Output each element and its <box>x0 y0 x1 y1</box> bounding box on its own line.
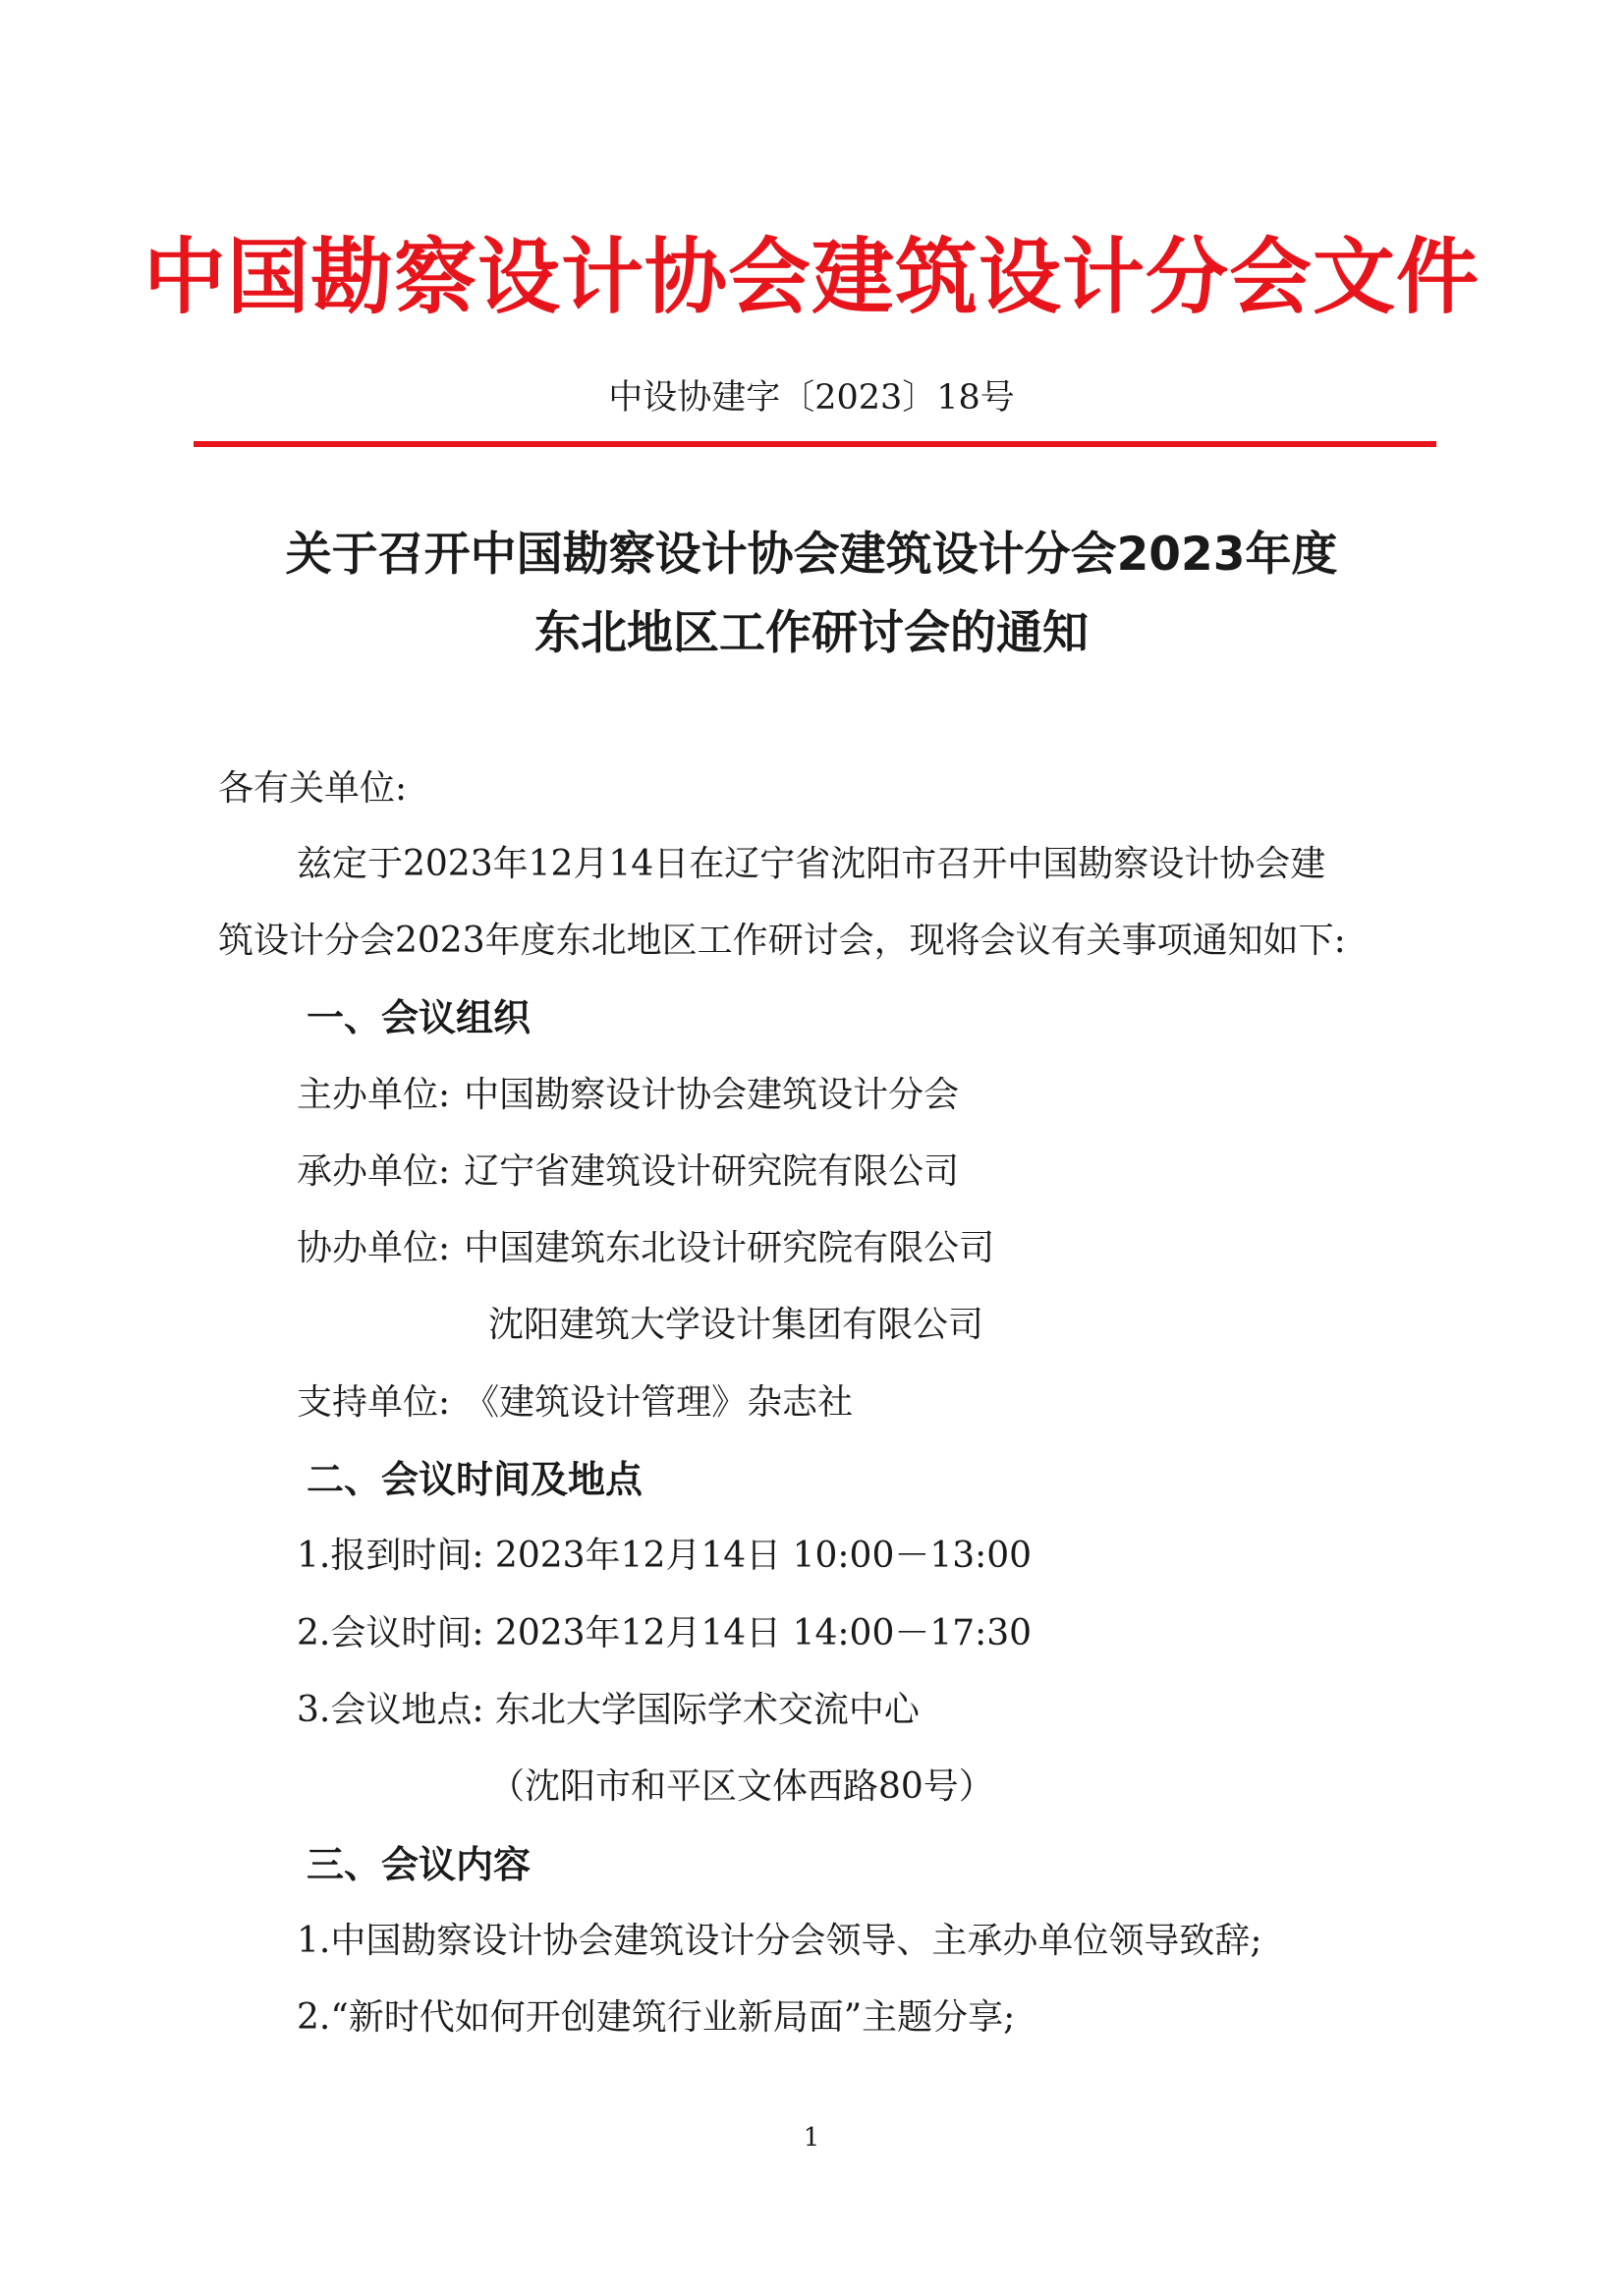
org-row-co-organizer-2 <box>488 1298 983 1353</box>
section-heading-organization: 一、会议组织 <box>307 996 532 1039</box>
intro-line-1: 兹定于2023年12月14日在辽宁省沈阳市召开中国勘察设计协会建 <box>297 844 1326 884</box>
org-row-co-organizer <box>297 1221 994 1276</box>
letterhead-title: 中国勘察设计协会建筑设计分会文件 <box>142 229 1480 325</box>
content-item-1: 1.中国勘察设计协会建筑设计分会领导、主承办单位领导致辞; <box>297 1921 1262 1961</box>
section-heading-time-place: 二、会议时间及地点 <box>307 1458 644 1501</box>
org-value: 中国建筑东北设计研究院有限公司 <box>464 1228 995 1268</box>
org-label: 承办单位: <box>297 1151 451 1192</box>
org-label: 协办单位: <box>297 1228 451 1268</box>
org-row-supporter <box>297 1375 853 1430</box>
document-number: 中设协建字〔2023〕18号 <box>608 378 1015 418</box>
notice-title-line-1: 关于召开中国勘察设计协会建筑设计分会2023年度 <box>285 528 1338 582</box>
page-number: 1 <box>803 2123 820 2153</box>
intro-line-2: 筑设计分会2023年度东北地区工作研讨会，现将会议有关事项通知如下: <box>218 921 1346 961</box>
salutation: 各有关单位: <box>218 768 408 809</box>
org-row-organizer <box>297 1145 959 1200</box>
meeting-venue: 3.会议地点: 东北大学国际学术交流中心 <box>297 1690 920 1730</box>
section-heading-content: 三、会议内容 <box>307 1843 532 1886</box>
org-value: 辽宁省建筑设计研究院有限公司 <box>464 1151 960 1192</box>
org-value: 沈阳建筑大学设计集团有限公司 <box>488 1305 984 1345</box>
org-label: 主办单位: <box>297 1075 451 1115</box>
org-value: 《建筑设计管理》杂志社 <box>464 1382 854 1423</box>
org-value: 中国勘察设计协会建筑设计分会 <box>464 1075 960 1115</box>
notice-title-line-2: 东北地区工作研讨会的通知 <box>534 606 1089 660</box>
content-item-2: 2.“新时代如何开创建筑行业新局面”主题分享; <box>297 1997 1016 2038</box>
meeting-time: 2.会议时间: 2023年12月14日 14:00－17:30 <box>297 1613 1033 1653</box>
red-divider-rule <box>194 441 1436 447</box>
meeting-venue-address: （沈阳市和平区文体西路80号） <box>489 1766 994 1807</box>
registration-time: 1.报到时间: 2023年12月14日 10:00－13:00 <box>297 1536 1033 1576</box>
org-label: 支持单位: <box>297 1382 451 1423</box>
org-row-host <box>297 1068 959 1123</box>
